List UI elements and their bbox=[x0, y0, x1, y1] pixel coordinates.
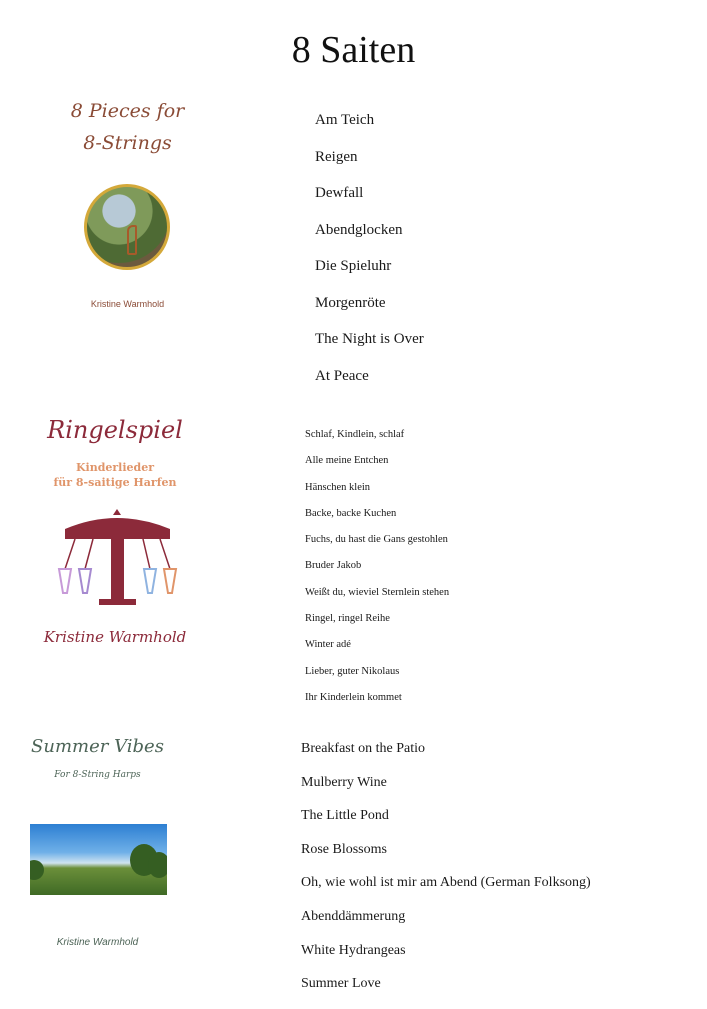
song-item: White Hydrangeas bbox=[301, 942, 406, 958]
song-item: Morgenröte bbox=[315, 294, 386, 311]
tree-icon bbox=[148, 852, 167, 878]
harp-icon bbox=[127, 225, 137, 255]
cover-author: Kristine Warmhold bbox=[90, 299, 165, 309]
song-item: Breakfast on the Patio bbox=[301, 741, 426, 756]
song-item: Backe, backe Kuchen bbox=[305, 507, 397, 519]
carousel-icon bbox=[55, 507, 180, 607]
song-item: Ihr Kinderlein kommet bbox=[305, 691, 402, 703]
song-list bbox=[305, 427, 449, 716]
song-item: Summer Love bbox=[301, 976, 381, 992]
song-item: Reigen bbox=[315, 148, 358, 165]
cover-title-line: 8-Strings bbox=[83, 132, 172, 154]
song-item: Lieber, guter Nikolaus bbox=[305, 665, 400, 677]
cover-subtitle: For 8-String Harps bbox=[54, 770, 141, 780]
song-item: Abenddämmerung bbox=[301, 908, 406, 924]
song-item: The Night is Over bbox=[315, 331, 424, 347]
cover-author: Kristine Warmhold bbox=[43, 628, 187, 646]
song-item: Schlaf, Kindlein, schlaf bbox=[305, 429, 405, 440]
song-list bbox=[315, 110, 424, 402]
tree-icon bbox=[30, 860, 44, 880]
cover-author: Kristine Warmhold bbox=[56, 937, 139, 948]
cover-title: Summer Vibes bbox=[31, 736, 164, 757]
song-item: Dewfall bbox=[315, 185, 364, 201]
song-item: Winter adé bbox=[305, 639, 351, 651]
song-item: Bruder Jakob bbox=[305, 560, 362, 572]
cover-photo-landscape bbox=[30, 824, 167, 895]
cover-title-line: 8 Pieces for bbox=[70, 100, 185, 122]
song-item: At Peace bbox=[315, 367, 369, 384]
page-title: 8 Saiten bbox=[291, 29, 416, 71]
song-item: Am Teich bbox=[315, 112, 375, 128]
cover-subtitle-line: für 8-saitige Harfen bbox=[53, 476, 177, 489]
cover-photo-round bbox=[84, 184, 170, 270]
song-item: Weißt du, wieviel Sternlein stehen bbox=[305, 586, 450, 598]
song-item: Rose Blossoms bbox=[301, 841, 387, 857]
song-item: Hänschen klein bbox=[305, 481, 371, 493]
song-item: Die Spieluhr bbox=[315, 258, 392, 274]
song-item: Alle meine Entchen bbox=[305, 455, 389, 467]
cover-title bbox=[60, 95, 195, 159]
cover-subtitle bbox=[40, 460, 190, 490]
song-list bbox=[301, 740, 591, 1009]
cover-title: Ringelspiel bbox=[47, 416, 183, 444]
song-item: Mulberry Wine bbox=[301, 774, 387, 790]
song-item: Ringel, ringel Reihe bbox=[305, 613, 390, 625]
song-item: Oh, wie wohl ist mir am Abend (German Folksong) bbox=[301, 875, 591, 891]
song-item: Abendglocken bbox=[315, 221, 403, 238]
song-item: The Little Pond bbox=[301, 808, 389, 824]
cover-subtitle-line: Kinderlieder bbox=[75, 461, 155, 474]
song-item: Fuchs, du hast die Gans gestohlen bbox=[305, 534, 448, 546]
